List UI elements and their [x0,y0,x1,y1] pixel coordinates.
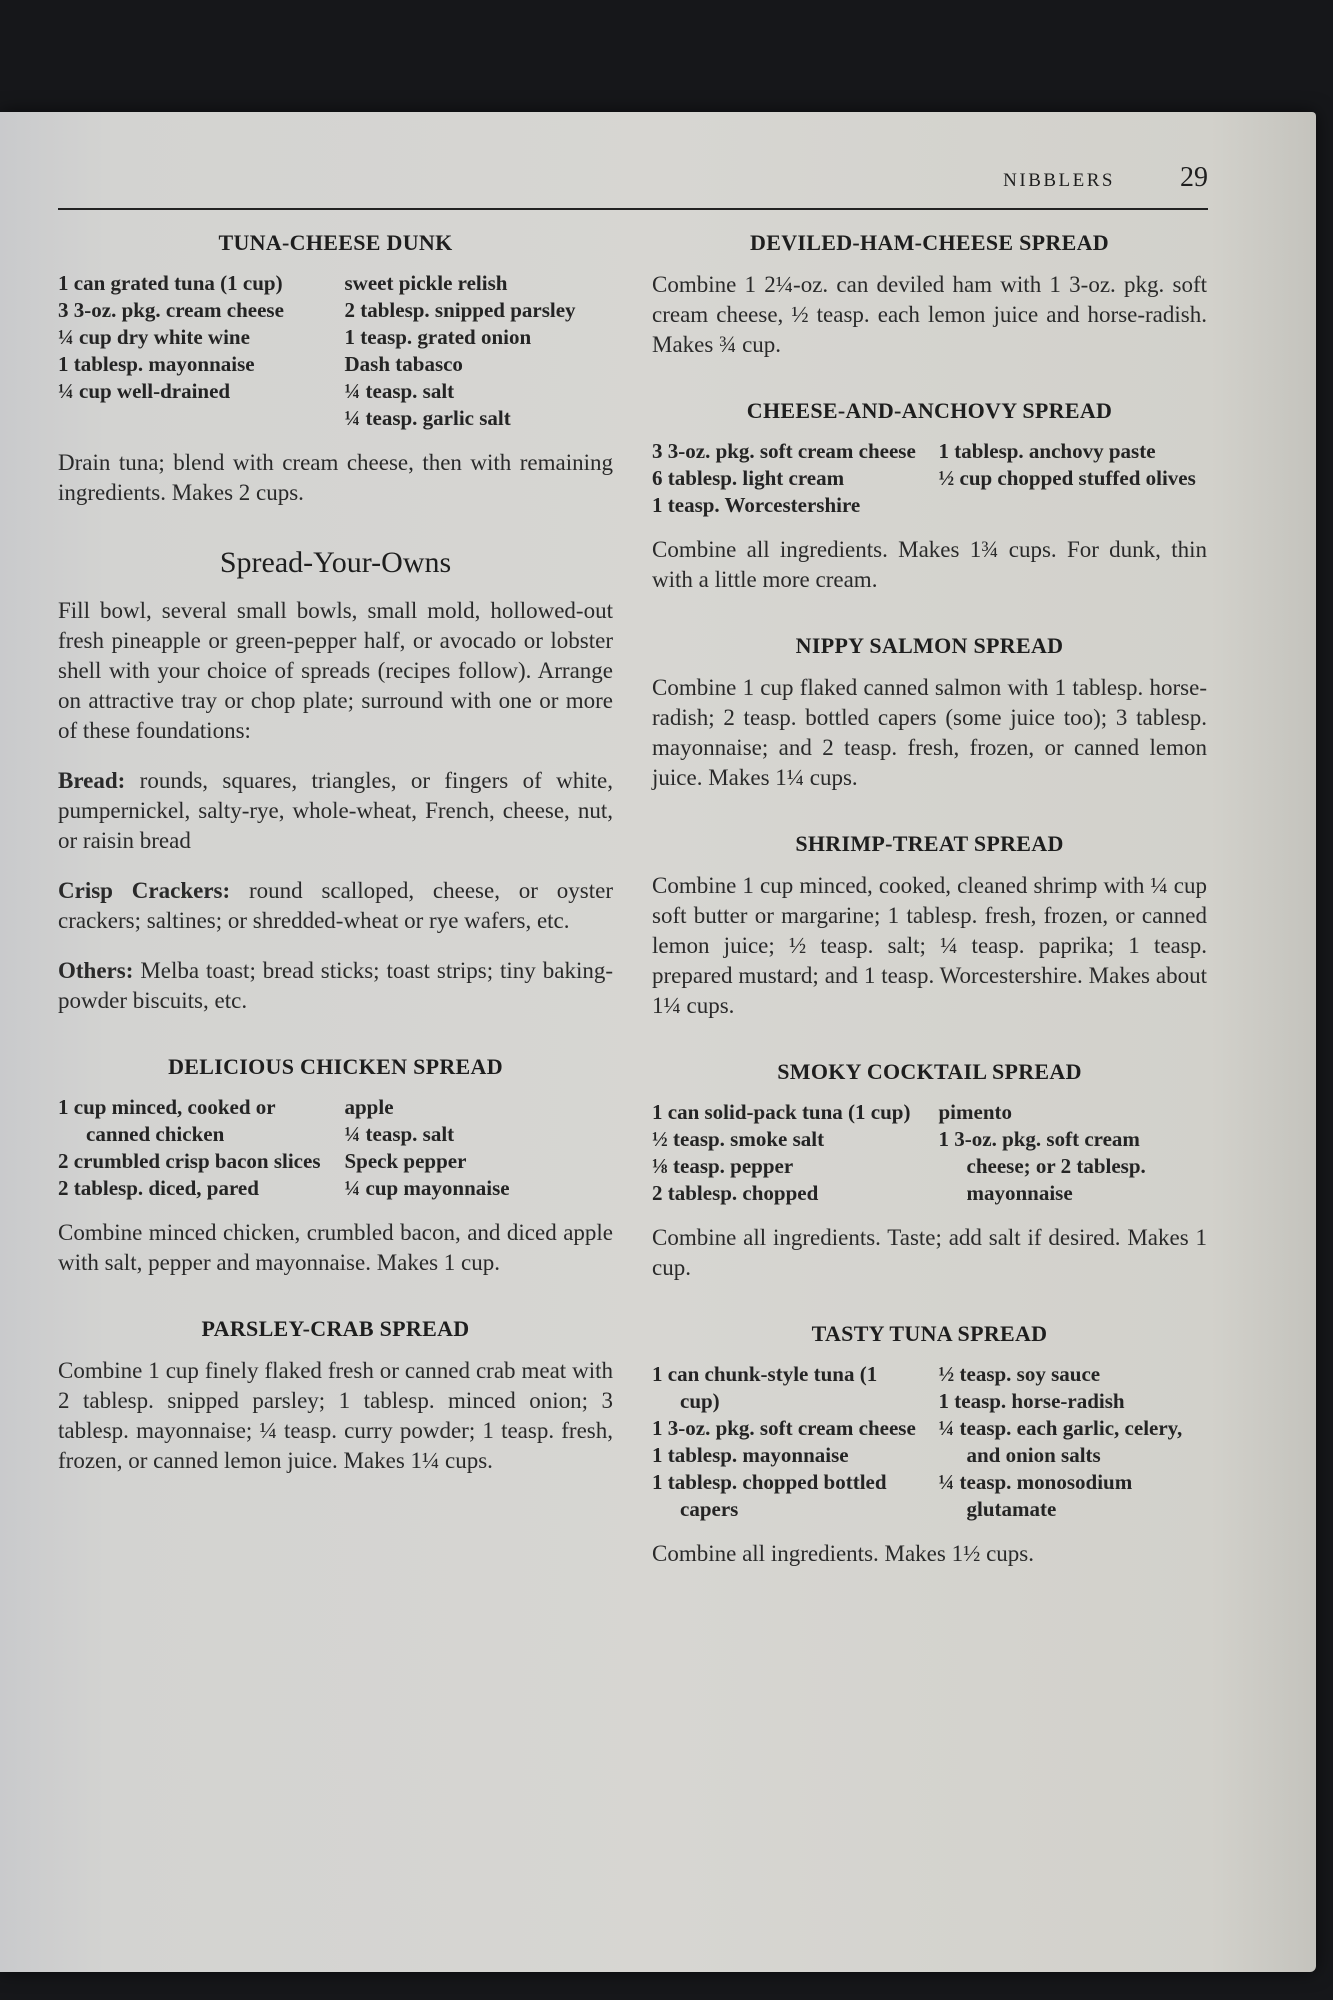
ingredient: 2 crumbled crisp bacon slices [58,1149,321,1173]
ingredient-list [652,1099,1207,1207]
recipe-directions: Combine all ingredients. Taste; add salt if desired. Makes 1 cup. [652,1225,1207,1280]
recipe-title: PARSLEY-CRAB SPREAD [201,1316,470,1341]
ingredient-list [58,270,613,432]
ingredient: 1 tablesp. anchovy paste [938,439,1156,463]
ingredient-column [345,1094,614,1202]
ingredient-list [652,438,1207,519]
recipe-tasty-tuna-spread [652,1321,1207,1569]
page-header [58,162,1208,210]
ingredient: 1 can solid-pack tuna (1 cup) [652,1100,911,1124]
ingredient: ⅛ teasp. pepper [652,1154,794,1178]
others-label: Others: [58,958,134,983]
right-column [652,230,1207,1607]
recipe-directions: Combine 1 cup flaked canned salmon with 1 tablesp. horse-radish; 2 teasp. bottled capers (some juice too); 3 tablesp. mayonnaise; and 2 teasp. fresh, frozen, or canned lemon juice. Makes 1¼ cups. [652,675,1207,790]
recipe-directions: Combine minced chicken, crumbled bacon, and diced apple with salt, pepper and mayonnaise. Makes 1 cup. [58,1220,613,1275]
ingredient: ¼ teasp. garlic salt [344,406,511,430]
ingredient: ½ teasp. smoke salt [652,1127,825,1151]
page-number: 29 [1180,162,1208,193]
ingredient: apple [344,1095,394,1119]
recipe-directions: Combine 1 cup minced, cooked, cleaned shrimp with ¼ cup soft butter or margarine; 1 tablesp. fresh, frozen, or canned lemon juice; ½ teasp. salt; ¼ teasp. paprika; 1 teasp. prepared mustard; and 1 teasp. Worcestershire. Makes about 1¼ cups. [652,873,1207,1018]
crackers-paragraph [58,876,613,936]
others-text: Melba toast; bread sticks; toast strips; tiny baking-powder biscuits, etc. [58,958,613,1013]
recipe-directions: Drain tuna; blend with cream cheese, then with remaining ingredients. Makes 2 cups. [58,450,613,505]
ingredient: 1 tablesp. mayonnaise [58,352,255,376]
recipe-parsley-crab-spread [58,1316,613,1476]
ingredient-column [652,1099,921,1207]
ingredient-column [58,1094,327,1202]
recipe-title: CHEESE-AND-ANCHOVY SPREAD [746,398,1113,423]
recipe-title: SMOKY COCKTAIL SPREAD [777,1059,1082,1084]
recipe-nippy-salmon-spread [652,633,1207,793]
ingredient: ½ cup chopped stuffed olives [938,466,1196,490]
ingredient: ¼ teasp. monosodium glutamate [938,1470,1133,1521]
ingredient: 1 can chunk-style tuna (1 cup) [652,1362,878,1413]
ingredient: sweet pickle relish [344,271,508,295]
ingredient: 6 tablesp. light cream [652,466,845,490]
running-title: NIBBLERS [1003,170,1115,191]
ingredient-column [939,1099,1208,1207]
ingredient: 2 tablesp. diced, pared [58,1176,259,1200]
recipe-title: SHRIMP-TREAT SPREAD [795,831,1064,856]
section-spread-your-owns [58,546,613,1016]
ingredient-column [939,438,1208,519]
crackers-text: round scalloped, cheese, or oyster crackers; saltines; or shredded-wheat or rye wafers, etc. [58,878,614,933]
ingredient: 1 3-oz. pkg. soft cream cheese [652,1416,916,1440]
ingredient: 1 3-oz. pkg. soft cream cheese; or 2 tablesp. mayonnaise [938,1127,1146,1205]
bread-text: rounds, squares, triangles, or fingers of white, pumpernickel, salty-rye, whole-wheat, French, cheese, nut, or raisin bread [58,768,613,853]
ingredient: 3 3-oz. pkg. cream cheese [58,298,284,322]
ingredient-list [58,1094,613,1202]
section-heading: Spread-Your-Owns [219,546,452,579]
recipe-directions: Combine 1 cup finely flaked fresh or canned crab meat with 2 tablesp. snipped parsley; 1 tablesp. minced onion; 3 tablesp. mayonnaise; ¼ teasp. curry powder; 1 teasp. fresh, frozen, or canned lemon juice. Makes 1¼ cups. [58,1358,613,1473]
recipe-directions: Combine 1 2¼-oz. can deviled ham with 1 3-oz. pkg. soft cream cheese, ½ teasp. each lemon juice and horse-radish. Makes ¾ cup. [652,272,1207,357]
recipe-cheese-and-anchovy-spread [652,398,1207,595]
ingredient: 1 teasp. horse-radish [938,1389,1125,1413]
ingredient-list [652,1361,1207,1523]
ingredient: 1 teasp. grated onion [344,325,532,349]
ingredient: 1 can grated tuna (1 cup) [58,271,283,295]
ingredient: 1 tablesp. chopped bottled capers [652,1470,887,1521]
ingredient-column [58,270,327,432]
ingredient: Speck pepper [344,1149,467,1173]
crackers-label: Crisp Crackers: [58,878,231,903]
recipe-title: DELICIOUS CHICKEN SPREAD [168,1054,503,1079]
ingredient: 2 tablesp. snipped parsley [344,298,576,322]
recipe-title: NIPPY SALMON SPREAD [795,633,1064,658]
ingredient: ¼ cup dry white wine [58,325,250,349]
section-intro: Fill bowl, several small bowls, small mold, hollowed-out fresh pineapple or green-pepper half, or avocado or lobster shell with your choice of spreads (recipes follow). Arrange on attractive tray or chop plate; surround with one or more of these foundations: [58,598,613,743]
recipe-smoky-cocktail-spread [652,1059,1207,1283]
ingredient: ¼ teasp. salt [344,379,455,403]
ingredient: ¼ cup mayonnaise [344,1176,510,1200]
ingredient: 3 3-oz. pkg. soft cream cheese [652,439,916,463]
recipe-deviled-ham-cheese-spread [652,230,1207,360]
ingredient: 1 cup minced, cooked or canned chicken [58,1095,276,1146]
recipe-title: TUNA-CHEESE DUNK [218,230,453,255]
recipe-tuna-cheese-dunk [58,230,613,508]
recipe-directions: Combine all ingredients. Makes 1½ cups. [652,1541,1034,1566]
ingredient-column [652,1361,921,1523]
ingredient-column [939,1361,1208,1523]
ingredient: 2 tablesp. chopped [652,1181,819,1205]
ingredient-column [652,438,921,519]
ingredient: ¼ teasp. salt [344,1122,455,1146]
ingredient: ¼ cup well-drained [58,379,231,403]
ingredient: ½ teasp. soy sauce [938,1362,1101,1386]
ingredient: Dash tabasco [344,352,463,376]
ingredient-column [345,270,614,432]
recipe-title: TASTY TUNA SPREAD [811,1321,1048,1346]
left-column [58,230,613,1514]
others-paragraph [58,956,613,1016]
ingredient: 1 tablesp. mayonnaise [652,1443,849,1467]
recipe-directions: Combine all ingredients. Makes 1¾ cups. For dunk, thin with a little more cream. [652,537,1207,592]
ingredient: ¼ teasp. each garlic, celery, and onion salts [938,1416,1183,1467]
ingredient: pimento [938,1100,1012,1124]
ingredient: 1 teasp. Worcestershire [652,493,861,517]
bread-paragraph [58,766,613,856]
recipe-delicious-chicken-spread [58,1054,613,1278]
recipe-shrimp-treat-spread [652,831,1207,1021]
bread-label: Bread: [58,768,126,793]
recipe-title: DEVILED-HAM-CHEESE SPREAD [750,230,1109,255]
